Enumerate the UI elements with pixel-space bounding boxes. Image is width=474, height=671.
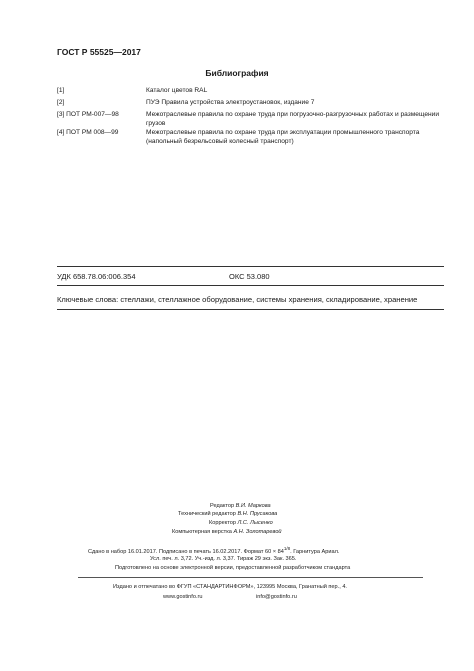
corrector-label: Корректор [209, 520, 236, 526]
udk-code: УДК 658.78.06:006.354 [57, 272, 136, 281]
bibliography-item-number: [2] [57, 99, 65, 106]
print-line-end: . Гарнитура Ариал. [290, 548, 340, 555]
bibliography-item-text: Межотраслевые правила по охране труда при погрузочно-разгрузочных работах и размещении грузов [146, 111, 439, 128]
imprint-publisher-line: Издано и отпечатано во ФГУП «СТАНДАРТИНФОРМ», 123995 Москва, Гранатный пер., 4. [113, 584, 347, 590]
bibliography-title: Библиография [205, 68, 269, 78]
imprint-email: info@gostinfo.ru [256, 594, 297, 600]
bibliography-item-number: [4] ПОТ РМ 008—99 [57, 129, 119, 136]
format-fraction: 1/8 [283, 546, 291, 551]
imprint-sheets-line: Усл. печ. л. 3,72. Уч.-изд. л. 3,37. Тираж 29 экз. Зак. 365. [150, 556, 297, 562]
bibliography-item-number: [1] [57, 87, 65, 94]
layout-label: Компьютерная верстка [172, 529, 232, 535]
bibliography-item-text: Межотраслевые правила по охране труда при эксплуатации промышленного транспорта (напольный безрельсовый колесный транспорт) [146, 129, 420, 146]
keywords-line: Ключевые слова: стеллажи, стеллажное оборудование, системы хранения, складирование, хранение [57, 295, 418, 304]
imprint-website: www.gostinfo.ru [163, 594, 203, 600]
imprint-editor [210, 503, 271, 509]
corrector-name: Л.С. Лысенко [237, 520, 273, 526]
editor-name: В.И. Маркова [235, 503, 271, 509]
middle-divider [57, 285, 444, 286]
layout-name: А.Н. Золотаревой [233, 529, 282, 535]
imprint-print-line [88, 546, 339, 555]
tech-editor-name: В.Н. Прусакова [237, 511, 278, 517]
top-divider [57, 266, 444, 267]
bottom-divider [57, 309, 444, 310]
print-line-text: Сдано в набор 16.01.2017. Подписано в печать 16.02.2017. Формат 60 × 84 [88, 548, 284, 555]
bibliography-item-number: [3] ПОТ РМ-007—98 [57, 111, 119, 118]
imprint-electronic-line: Подготовлено на основе электронной версии, предоставленной разработчиком стандарта [115, 565, 351, 571]
imprint-divider [78, 577, 423, 578]
imprint-corrector [209, 520, 273, 526]
tech-editor-label: Технический редактор [178, 511, 236, 517]
editor-label: Редактор [210, 503, 235, 509]
imprint-layout [172, 529, 282, 535]
standard-number: ГОСТ Р 55525—2017 [57, 47, 141, 57]
oks-code: ОКС 53.080 [229, 272, 270, 281]
imprint-tech-editor [178, 511, 277, 517]
bibliography-item-text: ПУЭ Правила устройства электроустановок, издание 7 [146, 99, 315, 106]
bibliography-item-text: Каталог цветов RAL [146, 87, 208, 94]
